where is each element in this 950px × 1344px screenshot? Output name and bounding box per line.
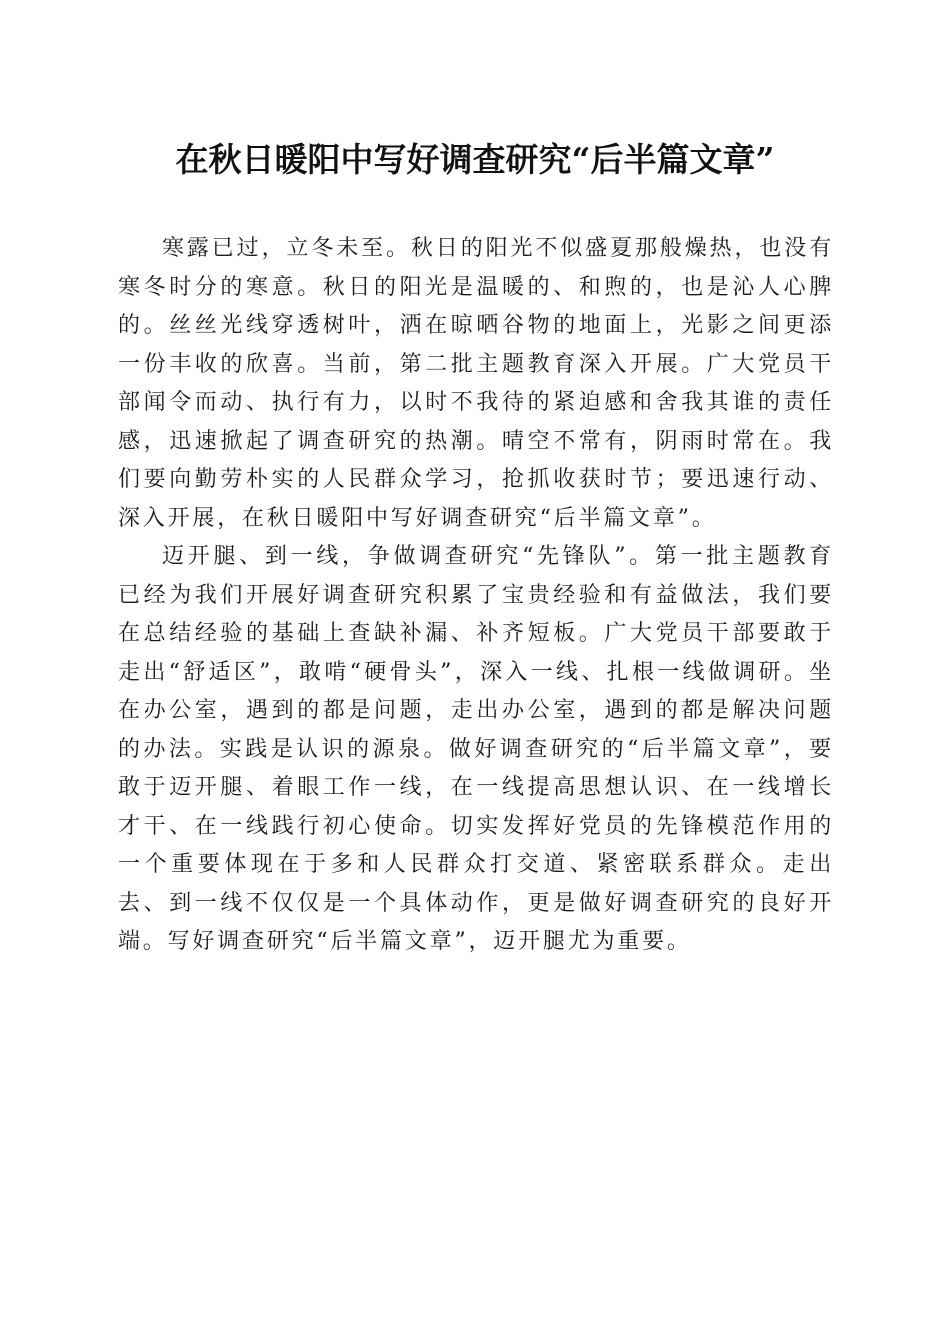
document-body (118, 230, 834, 962)
paragraph: 寒露已过，立冬未至。秋日的阳光不似盛夏那般燥热，也没有寒冬时分的寒意。秋日的阳光是温暖的、和煦的，也是沁人心脾的。丝丝光线穿透树叶，洒在晾晒谷物的地面上，光影之间更添一份丰收的欣喜。当前，第二批主题教育深入开展。广大党员干部闻令而动、执行有力，以时不我待的紧迫感和舍我其谁的责任感，迅速掀起了调查研究的热潮。晴空不常有，阴雨时常在。我们要向勤劳朴实的人民群众学习，抢抓收获时节；要迅速行动、深入开展，在秋日暖阳中写好调查研究“后半篇文章”。 (118, 236, 834, 531)
document-title: 在秋日暖阳中写好调查研究“后半篇文章” (175, 140, 775, 179)
paragraph: 迈开腿、到一线，争做调查研究“先锋队”。第一批主题教育已经为我们开展好调查研究积累了宝贵经验和有益做法，我们要在总结经验的基础上查缺补漏、补齐短板。广大党员干部要敢于走出“舒适区”，敢啃“硬骨头”，深入一线、扎根一线做调研。坐在办公室，遇到的都是问题，走出办公室，遇到的都是解决问题的办法。实践是认识的源泉。做好调查研究的“后半篇文章”，要敢于迈开腿、着眼工作一线，在一线提高思想认识、在一线增长才干、在一线践行初心使命。切实发挥好党员的先锋模范作用的一个重要体现在于多和人民群众打交道、紧密联系群众。走出去、到一线不仅仅是一个具体动作，更是做好调查研究的良好开端。写好调查研究“后半篇文章”，迈开腿尤为重要。 (118, 544, 834, 954)
